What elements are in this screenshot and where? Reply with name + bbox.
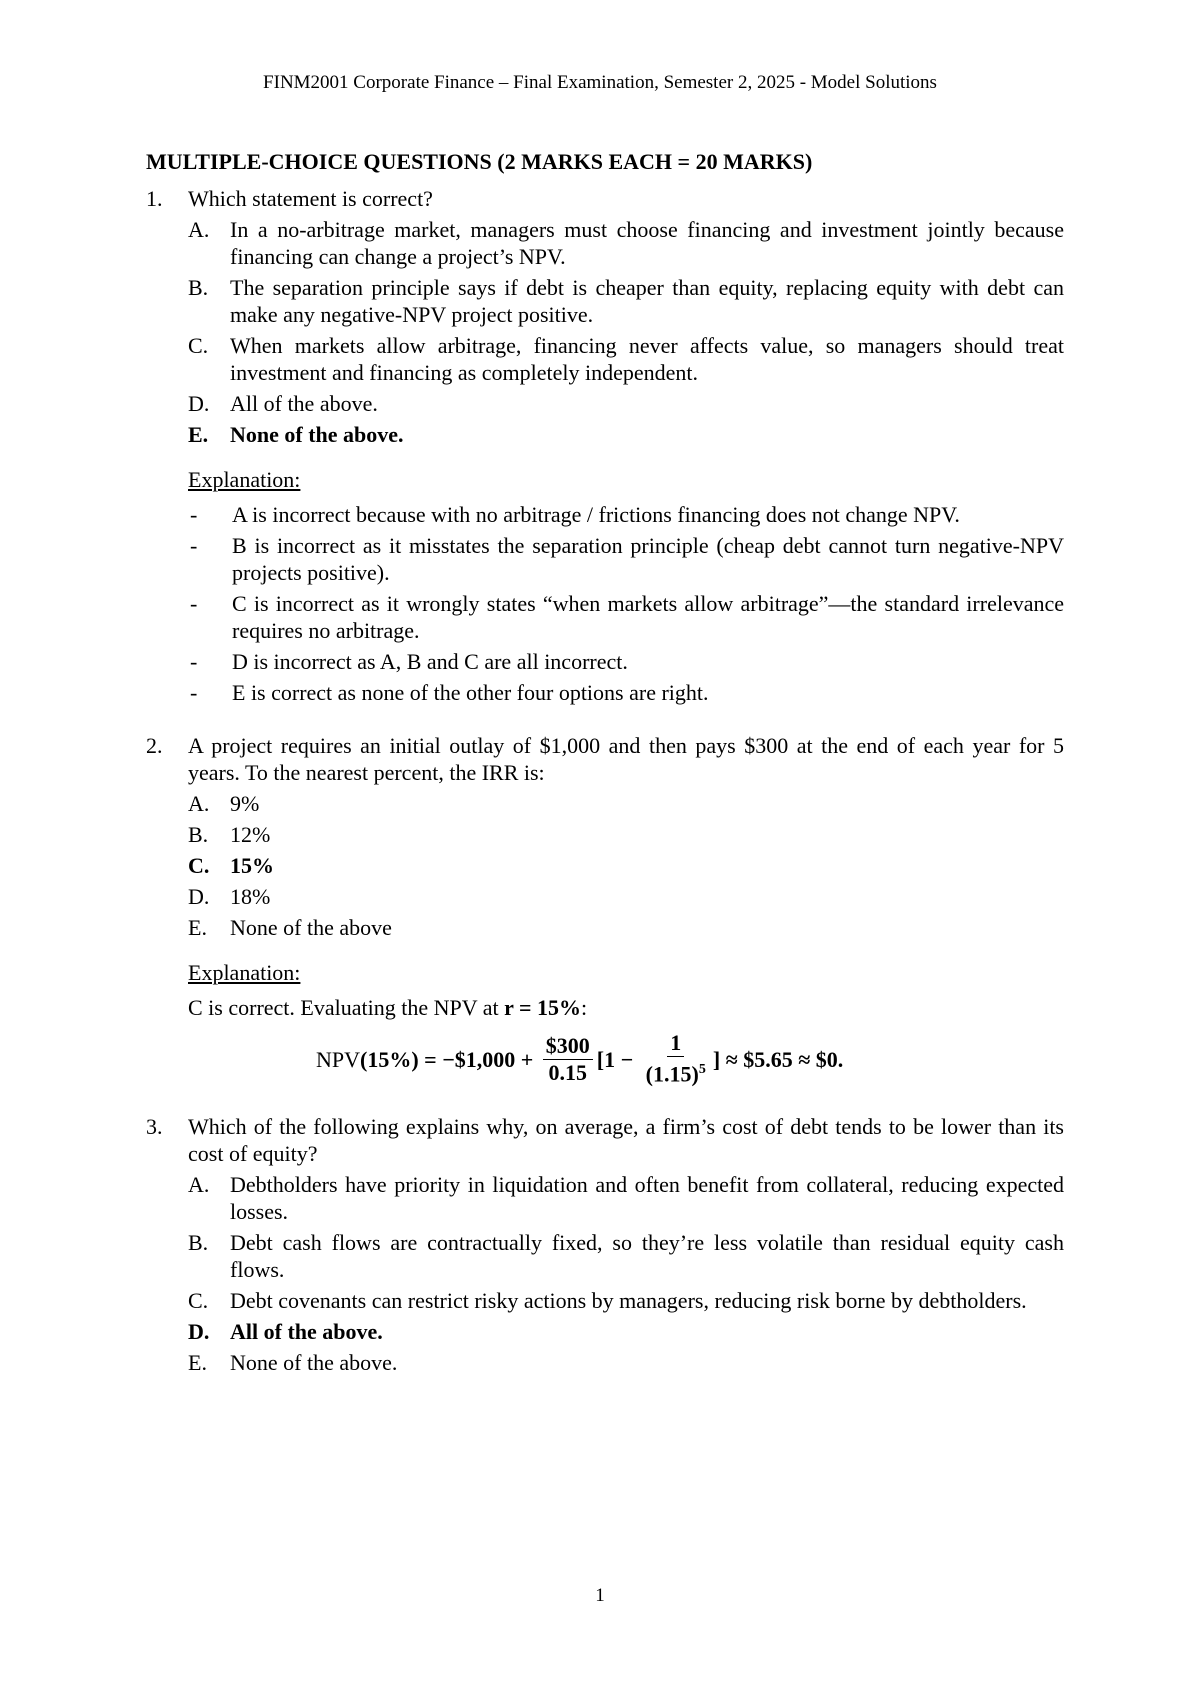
question-2 bbox=[146, 732, 1064, 786]
option-letter: D. bbox=[188, 391, 210, 416]
explanation-label: Explanation: bbox=[188, 960, 301, 985]
option-letter: B. bbox=[188, 1230, 209, 1255]
option-text: Debtholders have priority in liquidation and often benefit from collateral, reducing expected losses. bbox=[230, 1172, 1064, 1224]
fraction-discount bbox=[643, 1030, 709, 1087]
page-number: 1 bbox=[595, 1585, 605, 1606]
fraction-denominator: 0.15 bbox=[548, 1059, 588, 1085]
option-text: 12% bbox=[230, 822, 271, 847]
option-letter: A. bbox=[188, 217, 210, 242]
option-text: None of the above bbox=[230, 915, 392, 940]
formula-result: ≈ $5.65 ≈ $0. bbox=[720, 1046, 844, 1072]
option-text: In a no-arbitrage market, managers must choose financing and investment jointly because financing can change a project’s NPV. bbox=[230, 217, 1064, 269]
option-letter: C. bbox=[188, 1288, 209, 1313]
explanation-bullet bbox=[188, 590, 1064, 644]
formula-eq: = −$1,000 + bbox=[418, 1046, 539, 1072]
option-a bbox=[188, 790, 1064, 817]
option-letter: D. bbox=[188, 1319, 210, 1344]
npv-formula bbox=[316, 1027, 1064, 1091]
option-d-correct bbox=[188, 1318, 1064, 1345]
bullet-text: B is incorrect as it misstates the separation principle (cheap debt cannot turn negative-NPV projects positive). bbox=[232, 533, 1064, 585]
option-text: All of the above. bbox=[230, 391, 378, 416]
bracket-open: [1 − bbox=[596, 1046, 639, 1072]
option-text: When markets allow arbitrage, financing never affects value, so managers should treat investment and financing as completely independent. bbox=[230, 333, 1064, 385]
fraction-numerator: $300 bbox=[543, 1033, 593, 1060]
option-letter: A. bbox=[188, 791, 210, 816]
dash-marker: - bbox=[190, 591, 198, 616]
option-d bbox=[188, 390, 1064, 417]
explanation-bullet bbox=[188, 501, 1064, 528]
bullet-text: C is incorrect as it wrongly states “when markets allow arbitrage”—the standard irrelevance requires no arbitrage. bbox=[232, 591, 1064, 643]
option-letter: C. bbox=[188, 853, 210, 878]
page-header: FINM2001 Corporate Finance – Final Examination, Semester 2, 2025 - Model Solutions bbox=[263, 72, 937, 93]
question-number: 1. bbox=[146, 186, 163, 211]
option-letter: B. bbox=[188, 822, 209, 847]
fraction-numerator: 1 bbox=[667, 1030, 684, 1057]
page-content bbox=[146, 148, 1064, 1380]
option-letter: E. bbox=[188, 1350, 207, 1375]
question-1 bbox=[146, 185, 1064, 212]
option-letter: D. bbox=[188, 884, 210, 909]
option-c bbox=[188, 332, 1064, 386]
explanation-bullet bbox=[188, 648, 1064, 675]
colon: : bbox=[580, 995, 588, 1020]
option-letter: B. bbox=[188, 275, 209, 300]
discount-exponent: 5 bbox=[698, 1062, 706, 1078]
explanation-bullet bbox=[188, 532, 1064, 586]
bullet-text: E is correct as none of the other four options are right. bbox=[232, 680, 709, 705]
dash-marker: - bbox=[190, 533, 198, 558]
option-b bbox=[188, 274, 1064, 328]
formula-arg: (15%) bbox=[360, 1046, 419, 1072]
question-text: Which of the following explains why, on average, a firm’s cost of debt tends to be lower than its cost of equity? bbox=[188, 1114, 1064, 1166]
dash-marker: - bbox=[190, 502, 198, 527]
option-text: 9% bbox=[230, 791, 260, 816]
option-text: 18% bbox=[230, 884, 271, 909]
option-b bbox=[188, 821, 1064, 848]
explanation-sentence: C is correct. Evaluating the NPV at bbox=[188, 995, 499, 1020]
question-number: 2. bbox=[146, 733, 163, 758]
option-b bbox=[188, 1229, 1064, 1283]
question-text: A project requires an initial outlay of $1,000 and then pays $300 at the end of each year for 5 years. To the nearest percent, the IRR is: bbox=[188, 733, 1064, 785]
dash-marker: - bbox=[190, 680, 198, 705]
option-c-correct bbox=[188, 852, 1064, 879]
option-text: The separation principle says if debt is cheaper than equity, replacing equity with debt can make any negative-NPV project positive. bbox=[230, 275, 1064, 327]
option-c bbox=[188, 1287, 1064, 1314]
option-letter: A. bbox=[188, 1172, 210, 1197]
option-letter: C. bbox=[188, 333, 209, 358]
option-text: All of the above. bbox=[230, 1319, 383, 1344]
option-text: Debt cash flows are contractually fixed, so they’re less volatile than residual equity cash flows. bbox=[230, 1230, 1064, 1282]
section-title: MULTIPLE-CHOICE QUESTIONS (2 MARKS EACH = 20 MARKS) bbox=[146, 149, 813, 174]
bullet-text: A is incorrect because with no arbitrage / frictions financing does not change NPV. bbox=[232, 502, 960, 527]
explanation-text bbox=[188, 994, 1064, 1021]
discount-base: (1.15) bbox=[645, 1061, 699, 1087]
explanation-label: Explanation: bbox=[188, 467, 301, 492]
option-letter: E. bbox=[188, 915, 207, 940]
fraction-annuity bbox=[543, 1033, 593, 1086]
option-a bbox=[188, 216, 1064, 270]
fraction-denominator bbox=[643, 1057, 709, 1087]
bullet-text: D is incorrect as A, B and C are all incorrect. bbox=[232, 649, 628, 674]
option-d bbox=[188, 883, 1064, 910]
option-e bbox=[188, 1349, 1064, 1376]
question-text: Which statement is correct? bbox=[188, 186, 433, 211]
question-number: 3. bbox=[146, 1114, 163, 1139]
question-3 bbox=[146, 1113, 1064, 1167]
dash-marker: - bbox=[190, 649, 198, 674]
option-e-correct bbox=[188, 421, 1064, 448]
option-text: 15% bbox=[230, 853, 274, 878]
option-e bbox=[188, 914, 1064, 941]
formula-lhs: NPV bbox=[316, 1046, 361, 1072]
rate-variable: r = 15% bbox=[504, 995, 581, 1020]
explanation-bullet bbox=[188, 679, 1064, 706]
option-text: Debt covenants can restrict risky actions by managers, reducing risk borne by debtholders. bbox=[230, 1288, 1027, 1313]
option-text: None of the above. bbox=[230, 422, 404, 447]
bracket-close: ] bbox=[712, 1046, 721, 1072]
option-a bbox=[188, 1171, 1064, 1225]
option-letter: E. bbox=[188, 422, 209, 447]
option-text: None of the above. bbox=[230, 1350, 398, 1375]
